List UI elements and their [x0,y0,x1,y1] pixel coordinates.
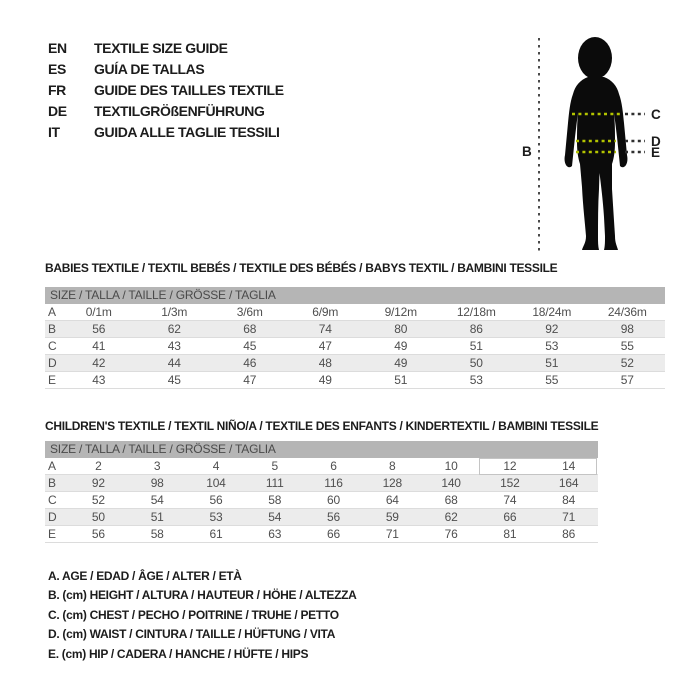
table-cell: 128 [382,476,402,490]
table-cell: 98 [150,476,164,490]
language-code: IT [48,123,60,140]
row-label: D [48,356,57,370]
table-cell: 68 [243,322,257,336]
table-row [45,458,598,475]
table-cell: 47 [243,373,257,387]
row-label: E [48,527,56,541]
table-cell: 54 [268,510,282,524]
table-cell: 49 [318,373,332,387]
table-cell: 14 [562,459,576,473]
table-cell: 10 [444,459,458,473]
legend-item: D. (cm) WAIST / CINTURA / TAILLE / HÜFTUNG / VITA [48,627,336,642]
children-section-title: CHILDREN'S TEXTILE / TEXTIL NIÑO/A / TEXTILE DES ENFANTS / KINDERTEXTIL / BAMBINI TESSILE [45,419,599,433]
row-label: B [48,322,56,336]
table-cell: 140 [441,476,461,490]
legend-item: B. (cm) HEIGHT / ALTURA / HAUTEUR / HÖHE / ALTEZZA [48,588,357,603]
table-cell: 4 [212,459,220,473]
table-cell: 58 [268,493,282,507]
language-title: TEXTILE SIZE GUIDE [94,39,228,56]
table-cell: 51 [150,510,164,524]
table-cell: 55 [545,373,559,387]
row-label: C [48,339,57,353]
legend-item: A. AGE / EDAD / ÂGE / ALTER / ETÀ [48,569,242,583]
table-cell: 46 [243,356,257,370]
chest-label-c: C [651,107,661,122]
table-cell: 53 [209,510,223,524]
row-label: B [48,476,56,490]
table-cell: 43 [167,339,181,353]
language-title: TEXTILGRÖßENFÜHRUNG [94,102,265,119]
table-cell: 3/6m [236,305,263,319]
language-row [48,37,284,58]
table-cell: 74 [318,322,332,336]
table-cell: 51 [469,339,483,353]
table-cell: 64 [385,493,399,507]
table-row [45,321,665,338]
table-cell: 3 [153,459,161,473]
child-silhouette [565,77,628,250]
row-label: E [48,373,56,387]
table-row [45,475,598,492]
table-cell: 55 [620,339,634,353]
babies-table-body [45,304,665,389]
table-cell: 74 [503,493,517,507]
table-cell: 111 [265,476,284,490]
table-cell: 56 [91,527,105,541]
table-cell: 56 [92,322,106,336]
table-cell: 43 [92,373,106,387]
table-cell: 53 [469,373,483,387]
table-cell: 80 [394,322,408,336]
table-cell: 66 [503,510,517,524]
table-cell: 59 [385,510,399,524]
table-cell: 5 [271,459,278,473]
table-cell: 92 [91,476,105,490]
table-cell: 164 [558,476,579,490]
table-cell: 2 [95,459,102,473]
language-row [48,100,284,121]
language-code: ES [48,60,66,77]
table-row [45,372,665,389]
table-cell: 76 [444,527,458,541]
waist-label-d: D [651,134,661,149]
table-cell: 58 [150,527,164,541]
row-label: C [48,493,57,507]
table-row [45,526,598,543]
legend-item: C. (cm) CHEST / PECHO / POITRINE / TRUHE / PETTO [48,607,339,622]
table-cell: 104 [206,476,226,490]
table-cell: 44 [167,356,181,370]
table-cell: 92 [545,322,559,336]
table-cell: 62 [444,510,458,524]
table-cell: 50 [91,510,105,524]
table-cell: 6 [330,459,337,473]
table-cell: 84 [562,493,576,507]
children-size-header-bar: SIZE / TALLA / TAILLE / GRÖSSE / TAGLIA [45,441,598,458]
table-cell: 50 [469,356,483,370]
language-row [48,58,284,79]
language-code: FR [48,81,66,98]
table-row [45,509,598,526]
table-cell: 56 [327,510,340,524]
table-cell: 24/36m [607,305,647,319]
language-row [48,121,284,142]
table-row [45,355,665,372]
table-cell: 116 [324,476,343,490]
language-code: EN [48,39,67,56]
table-cell: 98 [620,322,634,336]
table-cell: 60 [327,493,340,507]
table-cell: 45 [243,339,257,353]
language-list [48,37,284,142]
table-cell: 52 [91,493,105,507]
table-row [45,338,665,355]
table-cell: 57 [620,373,634,387]
table-cell: 45 [167,373,181,387]
table-cell: 49 [394,356,408,370]
table-cell: 1/3m [161,305,188,319]
table-cell: 42 [92,356,106,370]
language-title: GUIDA ALLE TAGLIE TESSILI [94,123,280,140]
table-cell: 62 [167,322,181,336]
measurement-legend [48,567,357,664]
table-cell: 54 [150,493,164,507]
table-cell: 71 [385,527,399,541]
babies-section-title: BABIES TEXTILE / TEXTIL BEBÉS / TEXTILE DES BÉBÉS / BABYS TEXTIL / BAMBINI TESSILE [45,261,558,275]
table-cell: 48 [318,356,332,370]
table-cell: 6/9m [312,305,339,319]
table-cell: 0/1m [85,305,112,319]
babies-size-header-bar: SIZE / TALLA / TAILLE / GRÖSSE / TAGLIA [45,287,665,304]
table-cell: 53 [545,339,559,353]
table-row [45,304,665,321]
size-chart-figure [515,25,700,260]
table-cell: 152 [500,476,520,490]
row-label: D [48,510,57,524]
table-cell: 81 [503,527,517,541]
child-head [578,37,612,79]
height-label-b: B [522,144,532,159]
table-cell: 56 [209,493,223,507]
hip-label-e: E [651,145,661,160]
table-cell: 66 [327,527,340,541]
language-title: GUÍA DE TALLAS [94,60,205,77]
table-cell: 51 [394,373,408,387]
row-label: A [48,459,56,473]
table-cell: 68 [444,493,458,507]
table-cell: 86 [562,527,576,541]
table-cell: 18/24m [532,305,572,319]
table-cell: 9/12m [384,305,417,319]
table-cell: 51 [545,356,559,370]
table-cell: 8 [389,459,396,473]
table-row [45,492,598,509]
child-figure-svg [515,25,700,260]
language-row [48,79,284,100]
table-cell: 12 [503,459,517,473]
table-cell: 61 [209,527,223,541]
children-size-table [45,441,598,543]
table-cell: 49 [394,339,408,353]
table-cell: 41 [92,339,106,353]
language-title: GUIDE DES TAILLES TEXTILE [94,81,284,98]
children-table-body [45,458,598,543]
table-cell: 86 [469,322,483,336]
table-cell: 47 [318,339,332,353]
row-label: A [48,305,56,319]
table-cell: 52 [620,356,634,370]
language-code: DE [48,102,67,119]
table-cell: 12/18m [456,305,496,319]
babies-size-table [45,287,665,389]
legend-item: E. (cm) HIP / CADERA / HANCHE / HÜFTE / HIPS [48,646,309,661]
table-cell: 71 [562,510,576,524]
table-cell: 63 [268,527,282,541]
